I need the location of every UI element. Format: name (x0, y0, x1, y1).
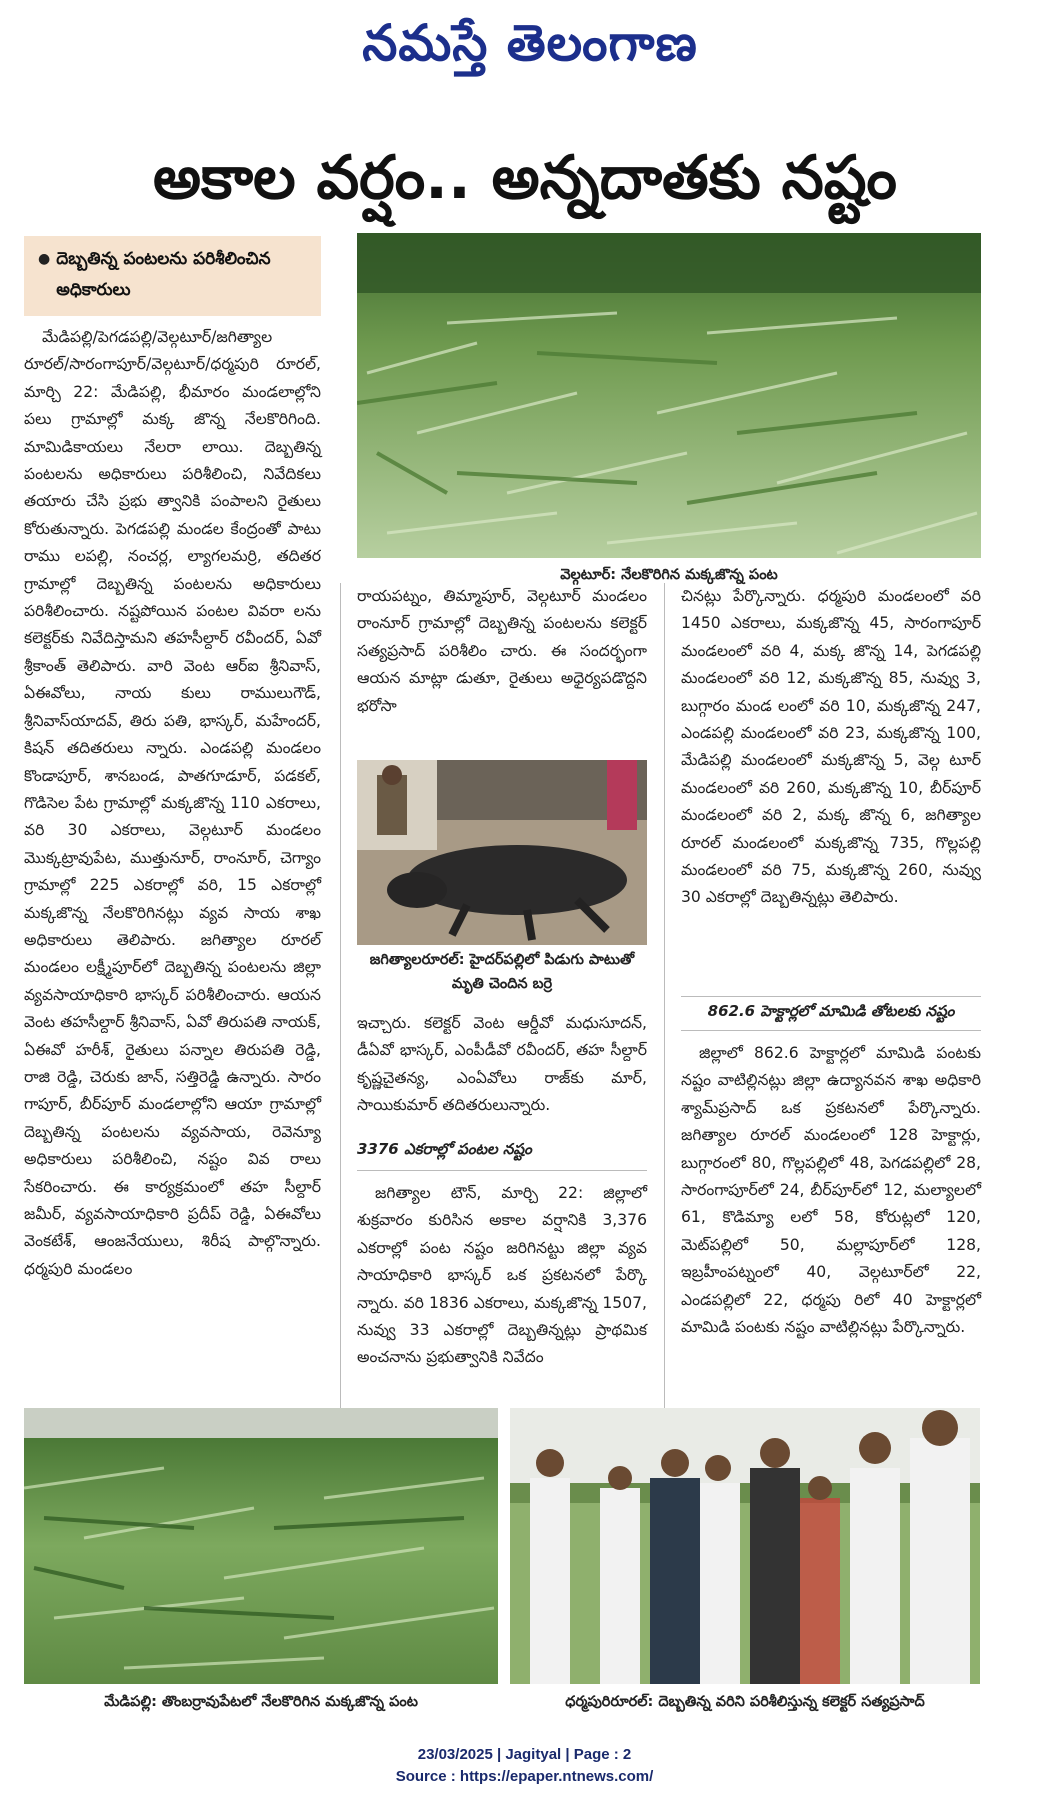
photo-collector-inspection (510, 1408, 980, 1684)
caption-photo2: జగిత్యాలరూరల్: హైదర్‌పల్లిలో పిడుగు పాటుతో మృతి చెందిన బర్రె (369, 952, 635, 992)
maize-field-image-2 (24, 1408, 498, 1684)
buffalo-image (357, 760, 647, 945)
article-column-3 (681, 583, 981, 912)
article-column-2c (357, 1180, 647, 1372)
bullet-icon: ● (38, 251, 51, 267)
article-column-2 (357, 583, 647, 720)
article-text-col3b: జిల్లాలో 862.6 హెక్టార్లలో మామిడి పంటకు నష్టం వాటిల్లినట్లు జిల్లా ఉద్యానవన శాఖ అధికారి శ్యామ్‌ప్రసాద్ ఒక ప్రకటనలో పేర్కొన్నారు. జగిత్యాల రూరల్ మండలంలో 128 హెక్టార్లు, బుగ్గారంలో 80, గొల్లపల్లిలో 48, పెగడపల్లిలో 28, సారంగాపూర్‌లో 24, బీర్‌పూర్‌లో 12, మల్యాలలో 61, కొడిమ్యా లలో 58, కోరుట్లలో 120, మెట్‌పల్లిలో 50, మల్లాపూర్‌లో 128, ఇబ్రహీంపట్నంలో 40, వెల్గటూర్‌లో 22, ఎండపల్లిలో 22, ధర్మపు రిలో 40 హెక్టార్లలో మామిడి పంటకు నష్టం వాటిల్లినట్లు పేర్కొన్నారు. (681, 1044, 981, 1337)
highlight-text: దెబ్బతిన్న పంటలను పరిశీలించిన అధికారులు (56, 249, 271, 300)
article-text-col2c: జగిత్యాల టౌన్, మార్చి 22: జిల్లాలో శుక్రవారం కురిసిన అకాల వర్షానికి 3,376 ఎకరాల్లో పంట నష్టం జరిగినట్టు జిల్లా వ్యవ సాయాధికారి భాస్కర్ ఒక ప్రకటనలో పేర్కొ న్నారు. వరి 1836 ఎకరాలు, మక్కజొన్న 1507, నువ్వు 33 ఎకరాల్లో దెబ్బతిన్నట్లు ప్రాథమిక అంచనాను ప్రభుత్వానికి నివేదం (357, 1184, 647, 1367)
maize-field-image (357, 233, 981, 558)
article-text-col1: మేడిపల్లి/పెగడపల్లి/వెల్గటూర్/జగిత్యాల రూరల్/సారంగాపూర్/వెల్గటూర్/ధర్మపురి రూరల్, మార్చి 22: మేడిపల్లి, భీమారం మండలాల్లోని పలు గ్రామాల్లో మక్క జొన్న నేలకొరిగింది. మామిడికాయలు నేలరా లాయి. దెబ్బతిన్న పంటలను అధికారులు పరిశీలించి, నివేదికలు తయారు చేసి ప్రభు త్వానికి పంపాలని రైతులు కోరుతున్నారు. పెగడపల్లి మండల కేంద్రంతో పాటు రాము లపల్లి, నంచర్ల, ల్యాగలమర్రి, తదితర గ్రామాల్లో దెబ్బతిన్న పంటలను అధికారులు పరిశీలించారు. నష్టపోయిన పంటల వివరా లను కలెక్టర్‌కు నివేదిస్తామని తహసీల్దార్ రవీందర్, ఏవో శ్రీకాంత్ తెలిపారు. వారి వెంట ఆర్‌ఐ శ్రీనివాస్, ఏఈవోలు, నాయ కులు రాములుగౌడ్, శ్రీనివాస్‌యాదవ్, తిరు పతి, భాస్కర్, మహేందర్, కిషన్ తదితరులు న్నారు. ఎండపల్లి మండలం కొండాపూర్, శానబండ, పాతగూడూర్, పడకల్, గొడిసెల పేట గ్రామాల్లో మక్కజొన్న 110 ఎకరాలు, వరి 30 ఎకరాలు, వెల్గటూర్ మండలం మొక్కట్రావుపేట, ముత్తునూర్, రాంనూర్, చెగ్యాం గ్రామాల్లో 225 ఎకరాల్లో వరి, 15 ఎకరాల్లో మక్కజొన్న నేలకొరిగినట్లు వ్యవ సాయ శాఖ అధికారులు తెలిపారు. జగిత్యాల రూరల్ మండలం లక్ష్మీపూర్‌లో దెబ్బతిన్న పంటలను జిల్లా వ్యవసాయాధికారి భాస్కర్ పరిశీలించారు. ఆయన వెంట తహసీల్దార్ శ్రీనివాస్, ఏవో తిరుపతి నాయక్, ఏఈవో హరీశ్, రైతులు పన్నాల తిరుపతి రెడ్డి, రాజి రెడ్డి, చెరుకు జాన్, సత్తిరెడ్డి ఉన్నారు. సారం గాపూర్, బీర్‌పూర్ మండలాల్లోని ఆయా గ్రామాల్లో దెబ్బతిన్న పంటలను వ్యవసాయ, రెవెన్యూ అధికారులు పరిశీలించి, నష్టం వివ రాలు సేకరించారు. ఈ కార్యక్రమంలో తహ సీల్దార్ జమీర్, వ్యవసాయాధికారి ప్రదీప్ రెడ్డి, ఏఈవోలు వెంకటేశ్, ఆంజనేయులు, శిరీష పాల్గొన్నారు. ధర్మపురి మండలం (24, 328, 321, 1278)
masthead-title: నమస్తే తెలంగాణ (362, 13, 698, 72)
collector-inspection-image (510, 1408, 980, 1684)
article-column-1 (24, 324, 321, 1283)
caption-photo4: ధర్మపురిరూరల్: దెబ్బతిన్న వరిని పరిశీలిస్తున్న కలెక్టర్ సత్యప్రసాద్ (565, 1694, 925, 1710)
subhead-underline (357, 1170, 647, 1171)
subhead-rule (681, 996, 981, 997)
footer-source-link[interactable]: Source : https://epaper.ntnews.com/ (395, 1768, 654, 1785)
photo-dead-buffalo (357, 760, 647, 945)
subhead-mango-loss: 862.6 హెక్టార్లలో మామిడి తోటలకు నష్టం (707, 1002, 955, 1020)
article-text-col2: రాయపట్నం, తిమ్మాపూర్, వెల్గటూర్ మండలం రాంనూర్ గ్రామాల్లో దెబ్బతిన్న పంటలను కలెక్టర్ సత్యప్రసాద్ పరిశీలిం చారు. ఈ సందర్భంగా ఆయన మాట్లా డుతూ, రైతులు అధైర్యపడొద్దని భరోసా (357, 587, 647, 715)
article-column-2b (357, 1010, 647, 1120)
photo-flattened-maize-medipalli (24, 1408, 498, 1684)
headline: అకాల వర్షం.. అన్నదాతకు నష్టం (153, 143, 897, 213)
footer-date-page: 23/03/2025 | Jagityal | Page : 2 (417, 1746, 632, 1763)
subhead-crop-loss: 3376 ఎకరాల్లో పంటల నష్టం (357, 1140, 532, 1158)
caption-photo3: మేడిపల్లి: తొంబర్రావుపేటలో నేలకొరిగిన మక్కజొన్న పంట (104, 1694, 418, 1710)
highlight-box (24, 236, 321, 316)
article-column-3b (681, 1040, 981, 1341)
article-text-col3: చినట్లు పేర్కొన్నారు. ధర్మపురి మండలంలో వరి 1450 ఎకరాలు, మక్కజొన్న 45, సారంగాపూర్ మండలంలో వరి 4, మక్క జొన్న 14, పెగడపల్లి మండలంలో వరి 12, మక్కజొన్న 85, నువ్వు 3, బుగ్గారం మండ లంలో వరి 10, మక్కజొన్న 247, ఎండపల్లి మండలంలో వరి 23, మక్కజొన్న 100, మేడిపల్లి మండలంలో మక్కజొన్న 5, వెల్గ టూర్ మండలంలో వరి 260, మక్కజొన్న 10, బీర్‌పూర్ మండలంలో వరి 2, మక్క జొన్న 6, జగిత్యాల రూరల్ మండలంలో మక్కజొన్న 735, గొల్లపల్లి మండలంలో వరి 75, మక్కజొన్న 260, నువ్వు 30 ఎకరాల్లో దెబ్బతిన్నట్లు తెలిపారు. (681, 587, 981, 907)
photo-flattened-maize-velgatur (357, 233, 981, 558)
caption-photo1: వెల్గటూర్: నేలకొరిగిన మక్కజొన్న పంట (560, 567, 778, 583)
article-text-col2b: ఇచ్చారు. కలెక్టర్ వెంట ఆర్డీవో మధుసూదన్, డీఏవో భాస్కర్, ఎంపీడీవో రవీందర్, తహ సీల్దార్ కృష్ణచైతన్య, ఎంఏవోలు రాజ్‌కు మార్, సాయికుమార్ తదితరులున్నారు. (357, 1014, 647, 1115)
subhead-rule (681, 1030, 981, 1031)
